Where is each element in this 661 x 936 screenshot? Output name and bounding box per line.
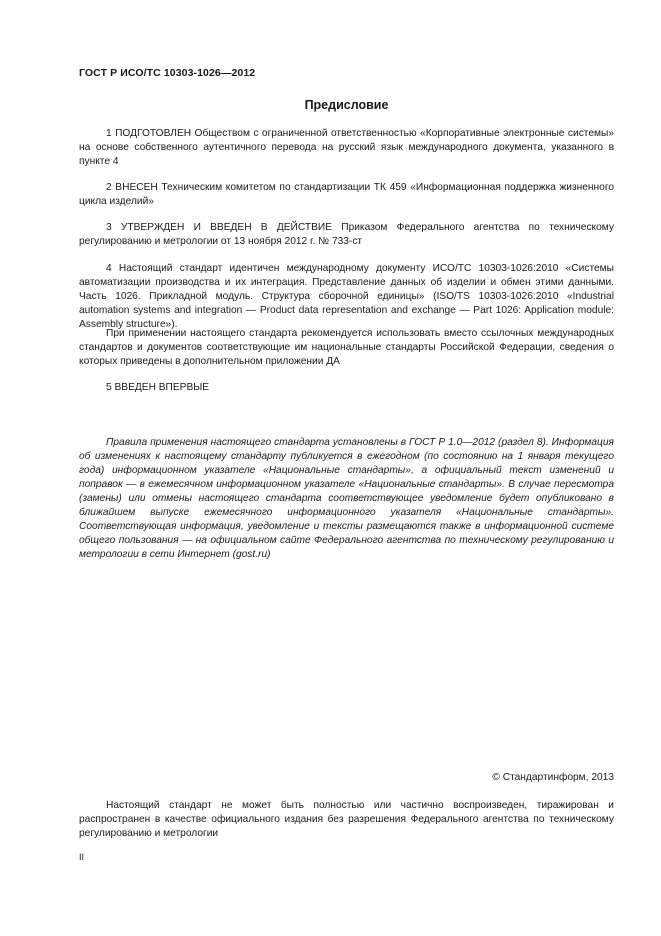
paragraph-5: 5 ВВЕДЕН ВПЕРВЫЕ: [106, 382, 210, 393]
application-notice: Правила применения настоящего стандарта установлены в ГОСТ Р 1.0—2012 (раздел 8). Информация об изменениях к настоящему стандарту публикуется в ежегодном (по состоянию на 1 января текущего года) информационном указателе «Национальные стандарты», а официальный текст изменений и поправок — в ежемесячном информационном указателе «Национальные стандарты». В случае пересмотра (замены) или отмены настоящего стандарта соответствующее уведомление будет опубликовано в ближайшем выпуске ежемесячного информационного указателя «Национальные стандарты». Соответствующая информация, уведомление и тексты размещаются также в информационной системе общего пользования — на официальном сайте Федерального агентства по техническому регулированию и метрологии в сети Интернет (gost.ru): [79, 437, 614, 560]
paragraph-4: 4 Настоящий стандарт идентичен международному документу ИСО/ТС 10303-1026:2010 «Системы автоматизации производства и их интеграция. Представление данных об изделии и обмен этими данными. Часть 1026. Прикладной модуль. Структура сборочной единицы» (ISO/TS 10303-1026:2010 «Industrial automation systems and integration — Product data representation and exchange — Part 1026: Application module: Assembly structure»).: [79, 263, 614, 330]
paragraph-2: 2 ВНЕСЕН Техническим комитетом по стандартизации ТК 459 «Информационная поддержка жизненного цикла изделий»: [79, 182, 614, 207]
paragraph-1: 1 ПОДГОТОВЛЕН Обществом с ограниченной ответственностью «Корпоративные электронные системы» на основе собственного аутентичного перевода на русский язык международного документа, указанного в пункте 4: [79, 128, 614, 167]
section-title: Предисловие: [304, 98, 389, 112]
paragraph-3: 3 УТВЕРЖДЕН И ВВЕДЕН В ДЕЙСТВИЕ Приказом Федерального агентства по техническому регулированию и метрологии от 13 ноября 2012 г. № 733-ст: [79, 222, 614, 247]
document-header: ГОСТ Р ИСО/ТС 10303-1026—2012: [79, 67, 256, 79]
reproduction-notice: Настоящий стандарт не может быть полностью или частично воспроизведен, тиражирован и распространен в качестве официального издания без разрешения Федерального агентства по техническому регулированию и метрологии: [79, 800, 614, 839]
paragraph-4-note: При применении настоящего стандарта рекомендуется использовать вместо ссылочных международных стандартов и документов соответствующие им национальные стандарты Российской Федерации, сведения о которых приведены в дополнительном приложении ДА: [79, 328, 614, 367]
page-number: II: [79, 852, 85, 862]
copyright-line: © Стандартинформ, 2013: [492, 772, 614, 783]
